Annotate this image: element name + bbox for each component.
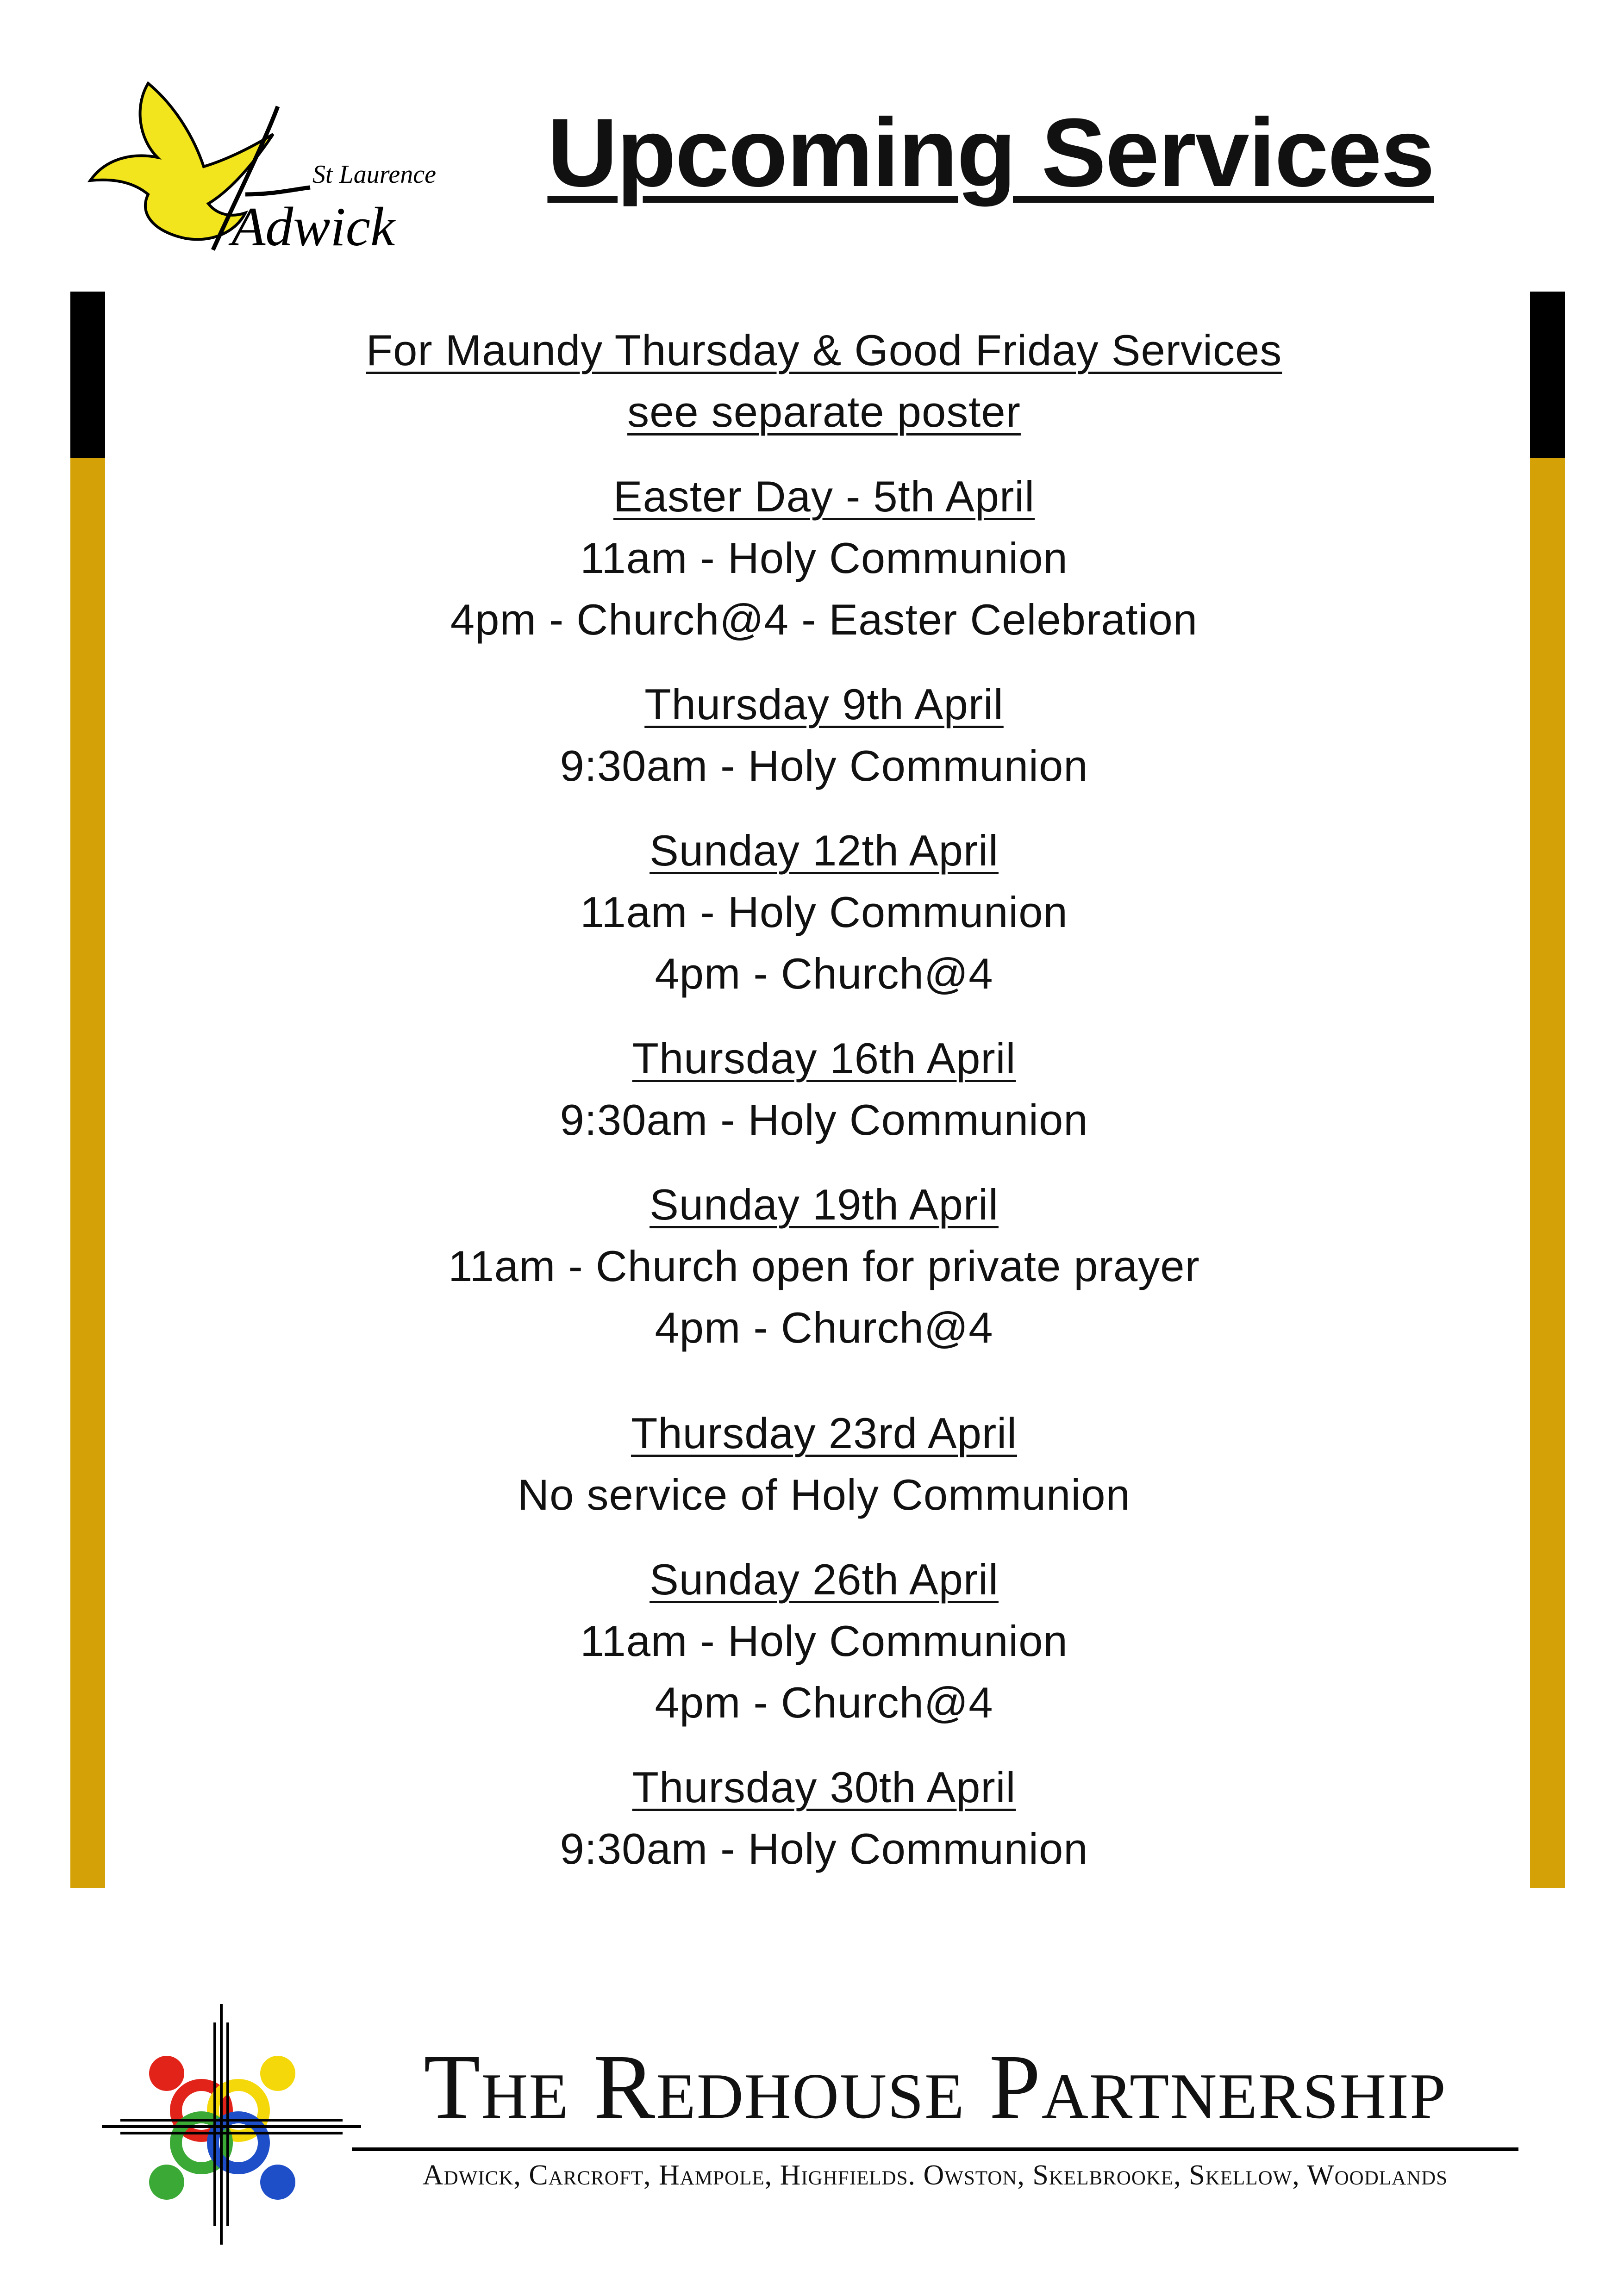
service-item: 4pm - Church@4 <box>655 949 993 998</box>
st-laurence-adwick-logo <box>79 79 436 264</box>
service-block <box>194 820 1454 1004</box>
service-date: Sunday 12th April <box>650 826 999 875</box>
service-block <box>194 1402 1454 1525</box>
service-item: 4pm - Church@4 <box>655 1678 993 1727</box>
service-date: Thursday 16th April <box>632 1034 1016 1083</box>
service-item: 4pm - Church@4 <box>655 1303 993 1352</box>
intro-line-1: For Maundy Thursday & Good Friday Services <box>366 326 1282 374</box>
right-bar-black-segment <box>1530 292 1565 458</box>
service-item: 11am - Church open for private prayer <box>448 1242 1200 1290</box>
service-date: Sunday 19th April <box>650 1180 999 1229</box>
partnership-subtitle: Adwick, Carcroft, Hampole, Highfields. Owston, Skelbrooke, Skellow, Woodlands <box>422 2159 1448 2191</box>
left-bar-gold-segment <box>70 458 105 1888</box>
service-item: No service of Holy Communion <box>518 1470 1131 1519</box>
service-item: 9:30am - Holy Communion <box>560 1095 1088 1144</box>
service-block <box>194 466 1454 650</box>
logo-text-small: St Laurence <box>312 160 436 189</box>
service-date: Thursday 9th April <box>644 680 1004 728</box>
service-block <box>194 1756 1454 1879</box>
service-date: Thursday 23rd April <box>631 1409 1018 1457</box>
right-side-bar <box>1530 292 1565 1888</box>
partnership-divider <box>352 2147 1518 2151</box>
service-item: 11am - Holy Communion <box>580 1617 1068 1665</box>
right-bar-gold-segment <box>1530 458 1565 1888</box>
dove-icon <box>79 79 436 264</box>
service-date: Sunday 26th April <box>650 1555 999 1604</box>
service-block <box>194 1174 1454 1358</box>
service-date: Thursday 30th April <box>632 1763 1016 1811</box>
service-item: 9:30am - Holy Communion <box>560 1824 1088 1873</box>
intro-line-2: see separate poster <box>627 387 1021 436</box>
page-title: Upcoming Services <box>547 98 1434 207</box>
left-side-bar <box>70 292 105 1888</box>
partnership-cross-icon <box>102 2004 361 2245</box>
service-block <box>194 1027 1454 1151</box>
service-item: 9:30am - Holy Communion <box>560 741 1088 790</box>
service-block <box>194 673 1454 796</box>
service-item: 4pm - Church@4 - Easter Celebration <box>450 595 1198 644</box>
logo-text-large: Adwick <box>231 196 395 257</box>
redhouse-partnership-logo <box>102 2004 361 2245</box>
left-bar-black-segment <box>70 292 105 458</box>
services-list <box>194 319 1454 1879</box>
partnership-title: The Redhouse Partnership <box>424 2036 1447 2138</box>
service-item: 11am - Holy Communion <box>580 534 1068 582</box>
service-date: Easter Day - 5th April <box>613 472 1035 521</box>
service-block <box>194 1549 1454 1733</box>
service-item: 11am - Holy Communion <box>580 888 1068 936</box>
